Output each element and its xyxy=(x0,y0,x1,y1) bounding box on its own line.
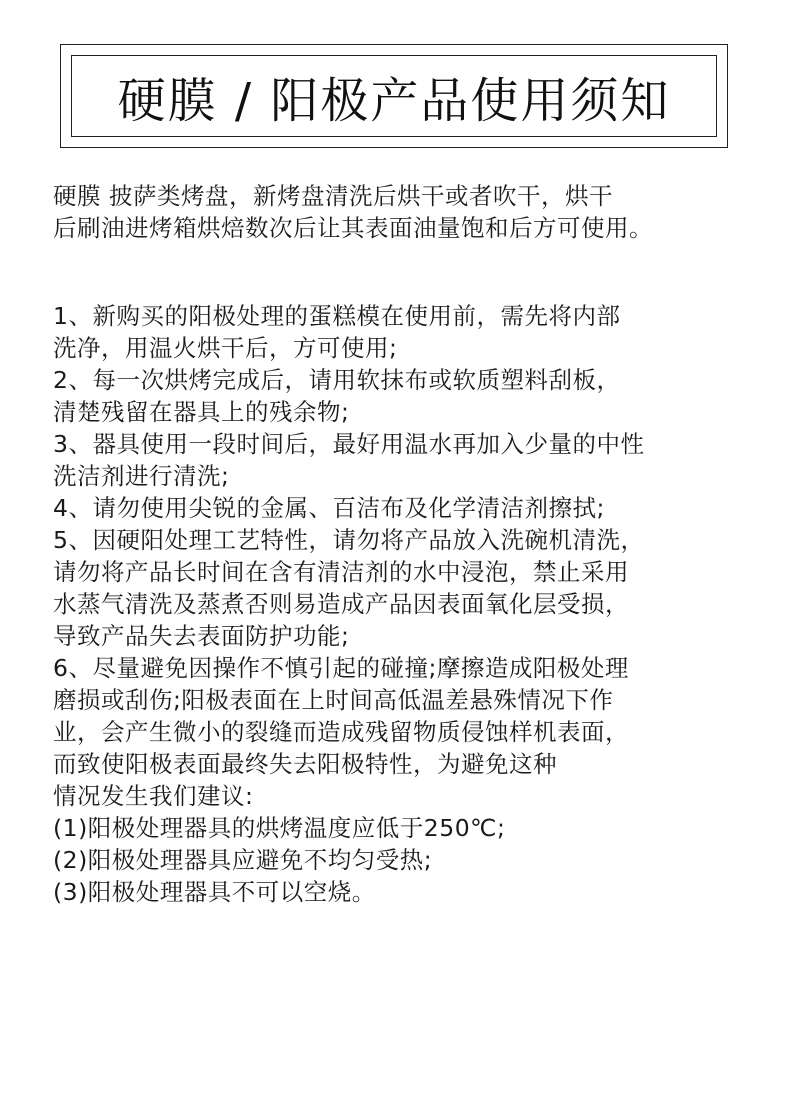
list-item-5 xyxy=(53,524,773,652)
page-title: 硬膜 / 阳极产品使用须知 xyxy=(117,72,671,129)
intro-line: 后刷油进烤箱烘焙数次后让其表面油量饱和后方可使用。 xyxy=(53,214,653,242)
item-line: 4、请勿使用尖锐的金属、百洁布及化学清洁剂擦拭; xyxy=(53,494,605,522)
item-line: 3、器具使用一段时间后，最好用温水再加入少量的中性 xyxy=(53,430,645,458)
intro-line: 硬膜 披萨类烤盘，新烤盘清洗后烘干或者吹干，烘干 xyxy=(53,182,613,210)
sub-item-2 xyxy=(53,844,773,876)
item-line: (3)阳极处理器具不可以空烧。 xyxy=(53,878,376,906)
item-line: 水蒸气清洗及蒸煮否则易造成产品因表面氧化层受损， xyxy=(53,590,629,618)
list-item-6 xyxy=(53,652,773,812)
item-line: 情况发生我们建议: xyxy=(53,782,254,810)
item-line: (1)阳极处理器具的烘烤温度应低于250℃; xyxy=(53,814,506,842)
item-line: 1、新购买的阳极处理的蛋糕模在使用前，需先将内部 xyxy=(53,302,621,330)
list-item-1 xyxy=(53,300,773,364)
title-frame-outer xyxy=(60,44,728,148)
item-line: 5、因硬阳处理工艺特性，请勿将产品放入洗碗机清洗， xyxy=(53,526,645,554)
title-frame-inner xyxy=(71,55,717,137)
item-line: 6、尽量避免因操作不慎引起的碰撞;摩擦造成阳极处理 xyxy=(53,654,629,682)
item-line: (2)阳极处理器具应避免不均匀受热; xyxy=(53,846,433,874)
item-line: 而致使阳极表面最终失去阳极特性，为避免这种 xyxy=(53,750,557,778)
list-item-3 xyxy=(53,428,773,492)
item-line: 2、每一次烘烤完成后，请用软抹布或软质塑料刮板， xyxy=(53,366,621,394)
list-item-4 xyxy=(53,492,773,524)
item-line: 业，会产生微小的裂缝而造成残留物质侵蚀样机表面， xyxy=(53,718,629,746)
sub-item-3 xyxy=(53,876,773,908)
item-line: 洗洁剂进行清洗; xyxy=(53,462,230,490)
item-line: 洗净，用温火烘干后，方可使用; xyxy=(53,334,398,362)
item-line: 磨损或刮伤;阳极表面在上时间高低温差悬殊情况下作 xyxy=(53,686,614,714)
intro-paragraph xyxy=(53,180,773,244)
list-item-2 xyxy=(53,364,773,428)
item-line: 清楚残留在器具上的残余物; xyxy=(53,398,350,426)
item-line: 请勿将产品长时间在含有清洁剂的水中浸泡，禁止采用 xyxy=(53,558,629,586)
item-line: 导致产品失去表面防护功能; xyxy=(53,622,350,650)
sub-item-1 xyxy=(53,812,773,844)
document-body xyxy=(53,180,773,908)
